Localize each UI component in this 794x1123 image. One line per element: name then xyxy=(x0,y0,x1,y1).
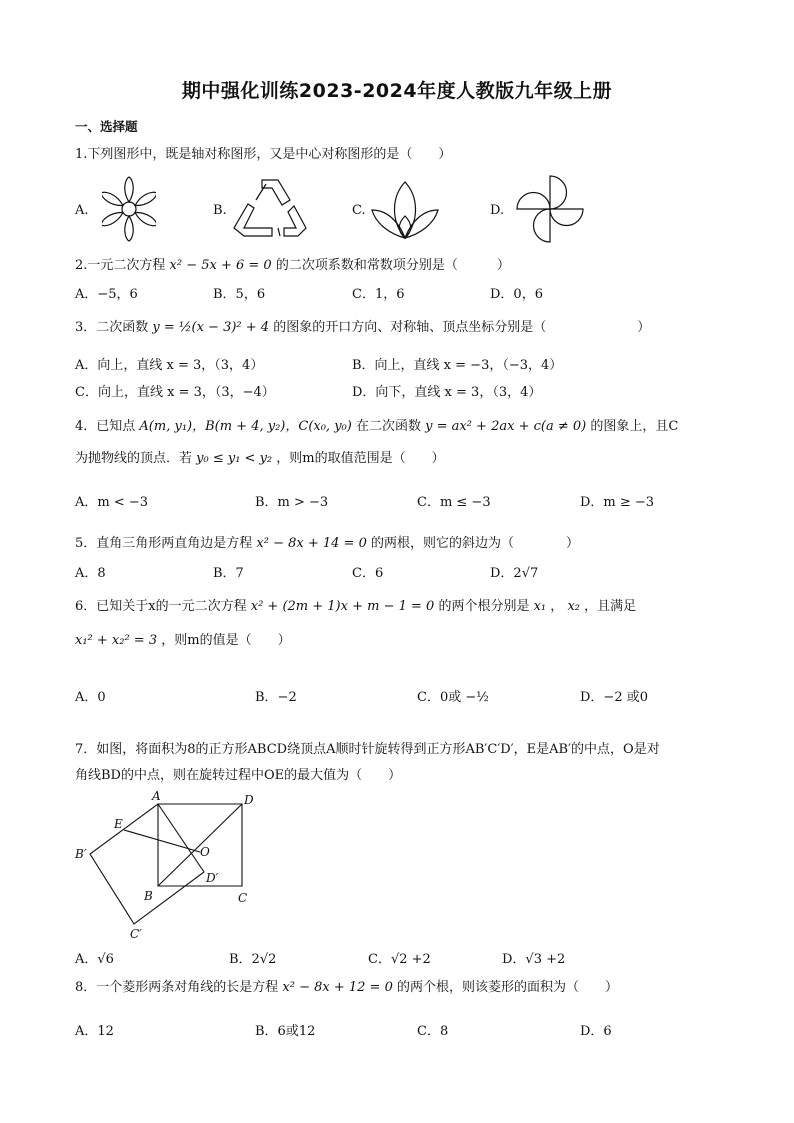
question-6-line-1 xyxy=(75,598,636,616)
q4-option-a[interactable]: A．m < −3 xyxy=(75,495,149,510)
label-d1: D′ xyxy=(206,871,219,885)
label-d: D xyxy=(244,793,254,807)
question-6-line-2 xyxy=(75,632,291,650)
question-4-line-1 xyxy=(75,418,678,436)
recycle-triangle-icon xyxy=(232,178,308,240)
q5-stem-end: 的两根，则它的斜边为（ ） xyxy=(371,536,580,551)
q5-option-c[interactable]: C．6 xyxy=(352,566,384,581)
q4-line-2-end: ，则m的取值范围是（ ） xyxy=(276,451,445,466)
q6-equation: x² + (2m + 1)x + m − 1 = 0 xyxy=(250,599,435,614)
q4-option-b[interactable]: B．m > −3 xyxy=(255,495,329,510)
q3-option-d[interactable]: D．向下，直线 x = 3，（3，4） xyxy=(352,385,542,400)
q1-option-c[interactable]: C. xyxy=(352,203,366,218)
q2-stem-start: 2.一元二次方程 xyxy=(75,258,166,273)
q4-option-c[interactable]: C．m ≤ −3 xyxy=(417,495,491,510)
q2-option-c[interactable]: C．1，6 xyxy=(352,287,405,302)
q2-option-d[interactable]: D．0，6 xyxy=(490,287,543,302)
q6-condition: x₁² + x₂² = 3 xyxy=(75,633,158,648)
question-2-stem xyxy=(75,257,510,275)
question-5-stem xyxy=(75,535,579,553)
q6-option-c[interactable]: C．0或 −½ xyxy=(417,690,489,705)
question-4-line-2 xyxy=(75,450,445,468)
q8-option-b[interactable]: B．6或12 xyxy=(255,1024,316,1039)
q6-option-b[interactable]: B．−2 xyxy=(255,690,297,705)
question-1-stem: 1.下列图形中，既是轴对称图形，又是中心对称图形的是（ ） xyxy=(75,147,452,162)
question-3-stem xyxy=(75,319,650,337)
q6-root-1: x₁ xyxy=(533,599,547,614)
q5-stem-start: 5．直角三角形两直角边是方程 xyxy=(75,536,253,551)
flower-icon xyxy=(102,176,156,244)
q6-stem-tail: ，且满足 xyxy=(584,599,637,614)
q5-option-a[interactable]: A．8 xyxy=(75,566,106,581)
q2-stem-end: 的二次项系数和常数项分别是（ ） xyxy=(275,258,510,273)
q3-equation: y = ½(x − 3)² + 4 xyxy=(152,320,270,335)
q5-option-b[interactable]: B．7 xyxy=(213,566,244,581)
q8-option-c[interactable]: C．8 xyxy=(417,1024,449,1039)
q8-option-a[interactable]: A．12 xyxy=(75,1024,114,1039)
q4-points: A(m, y₁)，B(m + 4, y₂)，C(x₀, y₀) xyxy=(139,419,352,434)
q8-equation: x² − 8x + 12 = 0 xyxy=(282,980,393,995)
q7-option-a[interactable]: A．√6 xyxy=(75,952,114,967)
q3-stem-start: 3．二次函数 xyxy=(75,320,149,335)
label-b: B xyxy=(144,889,153,903)
q6-root-separator: ， xyxy=(550,599,564,614)
label-a: A xyxy=(152,790,161,803)
question-7-line-1: 7．如图，将面积为8的正方形ABCD绕顶点A顺时针旋转得到正方形AB′C′D′，E是AB′的中点，O是对 xyxy=(75,742,660,757)
q6-option-a[interactable]: A．0 xyxy=(75,690,106,705)
q4-stem-tail: 的图象上，且C xyxy=(590,419,679,434)
q7-option-b[interactable]: B．2√2 xyxy=(229,952,277,967)
q1-option-a[interactable]: A. xyxy=(75,203,89,218)
pinwheel-icon xyxy=(514,174,586,244)
segment-eo xyxy=(124,830,200,852)
label-c1: C′ xyxy=(130,927,142,940)
q7-option-c[interactable]: C．√2 +2 xyxy=(368,952,431,967)
q3-option-b[interactable]: B．向上，直线 x = −3，（−3，4） xyxy=(352,358,563,373)
q4-condition: y₀ ≤ y₁ < y₂ xyxy=(196,451,273,466)
q8-stem-start: 8．一个菱形两条对角线的长是方程 xyxy=(75,980,279,995)
q5-option-d[interactable]: D．2√7 xyxy=(490,566,539,581)
q8-option-d[interactable]: D．6 xyxy=(580,1024,612,1039)
q4-line-2-start: 为抛物线的顶点．若 xyxy=(75,451,193,466)
q5-equation: x² − 8x + 14 = 0 xyxy=(256,536,367,551)
square-ab1c1d1 xyxy=(90,804,204,924)
q4-function: y = ax² + 2ax + c(a ≠ 0) xyxy=(425,419,587,434)
q4-stem-start: 4．已知点 xyxy=(75,419,136,434)
lotus-icon xyxy=(370,180,440,240)
q4-stem-mid: 在二次函数 xyxy=(355,419,421,434)
q3-stem-end: 的图象的开口方向、对称轴、顶点坐标分别是（ ） xyxy=(273,320,651,335)
label-e: E xyxy=(114,817,123,831)
q3-option-c[interactable]: C．向上，直线 x = 3，（3，−4） xyxy=(75,385,275,400)
q7-option-d[interactable]: D．√3 +2 xyxy=(502,952,566,967)
page-title: 期中强化训练2023-2024年度人教版九年级上册 xyxy=(181,80,613,102)
q2-option-a[interactable]: A．−5，6 xyxy=(75,287,138,302)
question-8-stem xyxy=(75,979,618,997)
q6-line-2-end: ，则m的值是（ ） xyxy=(161,633,291,648)
section-heading: 一、选择题 xyxy=(75,119,138,134)
q1-option-d[interactable]: D. xyxy=(490,203,505,218)
q1-option-b[interactable]: B. xyxy=(213,203,227,218)
label-o: O xyxy=(200,845,210,859)
q4-option-d[interactable]: D．m ≥ −3 xyxy=(580,495,655,510)
q6-root-2: x₂ xyxy=(567,599,580,614)
q2-equation: x² − 5x + 6 = 0 xyxy=(169,258,272,273)
q6-stem-mid: 的两个根分别是 xyxy=(438,599,530,614)
q2-option-b[interactable]: B．5，6 xyxy=(213,287,266,302)
question-7-line-2: 角线BD的中点，则在旋转过程中OE的最大值为（ ） xyxy=(75,768,402,783)
rotation-square-figure xyxy=(70,790,270,940)
q6-stem-start: 6．已知关于x的一元二次方程 xyxy=(75,599,247,614)
q6-option-d[interactable]: D．−2 或0 xyxy=(580,690,648,705)
label-c: C xyxy=(238,891,248,905)
q3-option-a[interactable]: A．向上，直线 x = 3，（3，4） xyxy=(75,358,264,373)
q8-stem-end: 的两个根，则该菱形的面积为（ ） xyxy=(397,980,619,995)
label-b1: B′ xyxy=(75,847,87,861)
